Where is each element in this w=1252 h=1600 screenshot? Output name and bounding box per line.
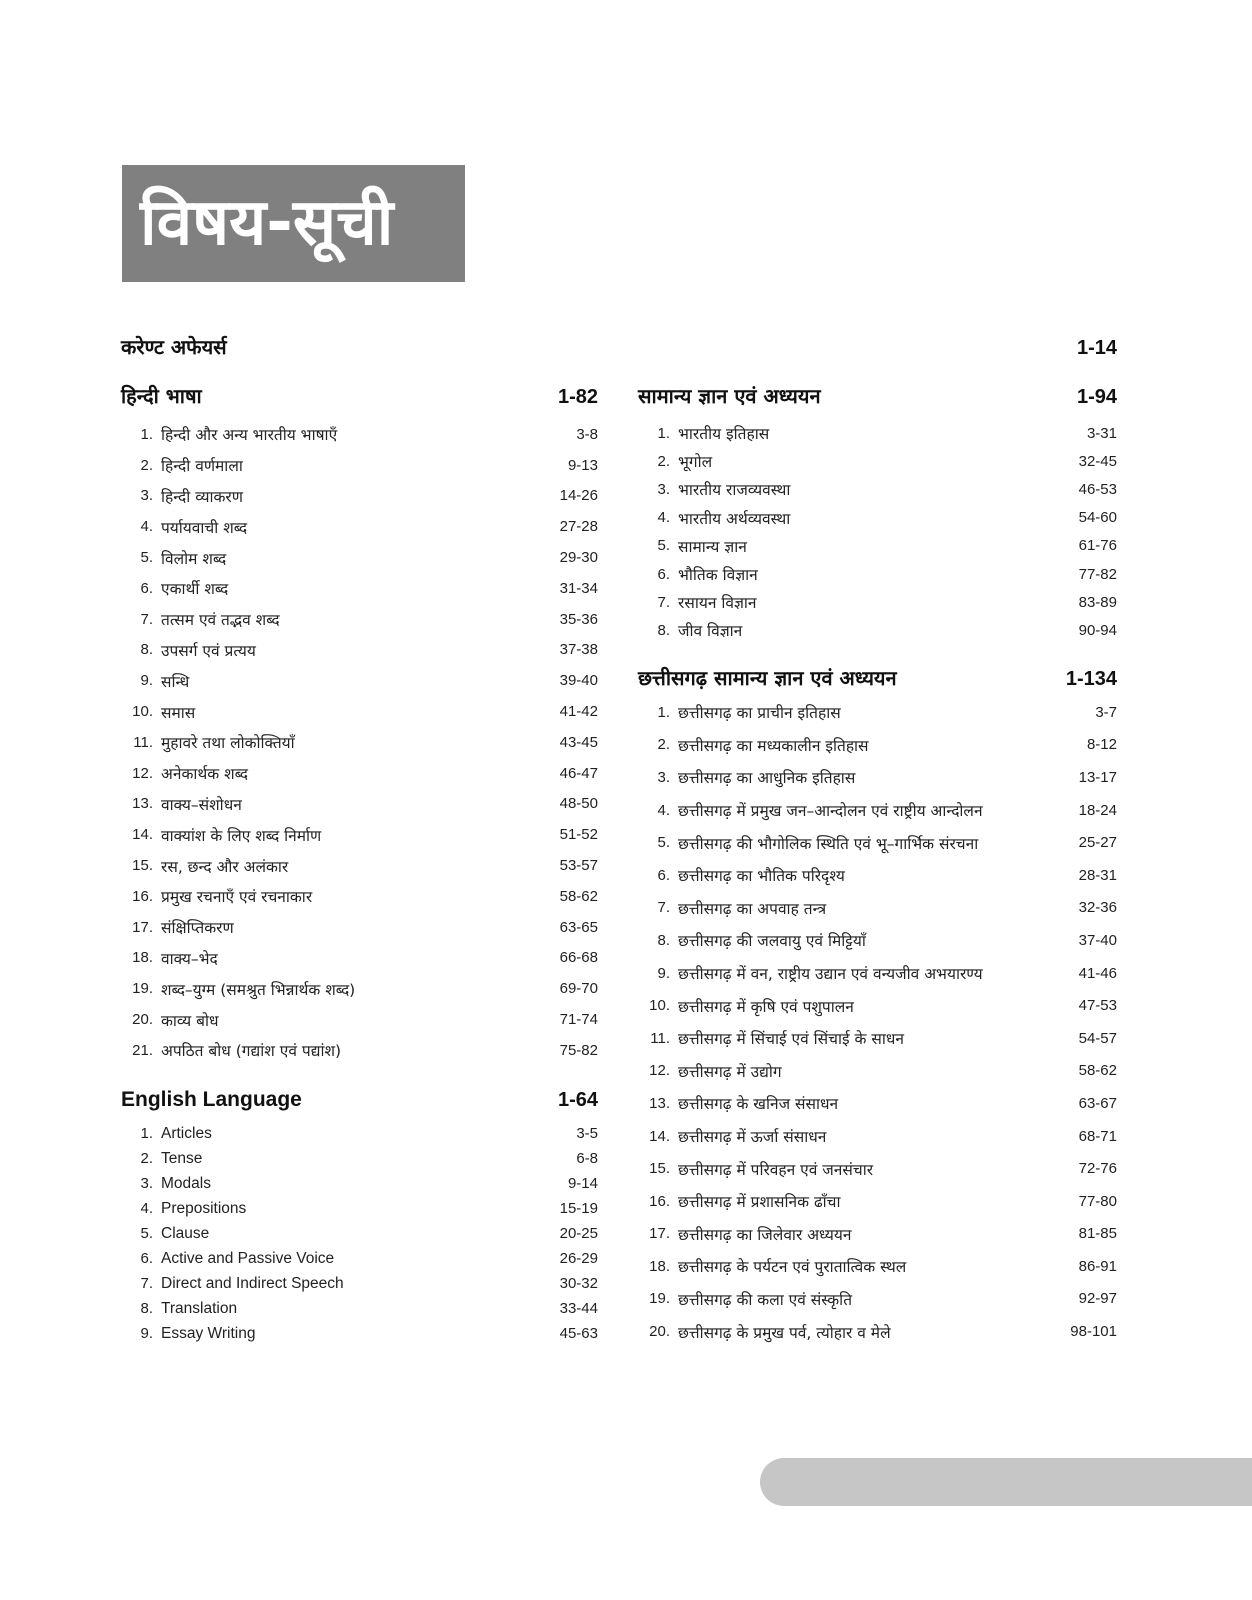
entry-label: सामान्य ज्ञान	[678, 537, 747, 556]
entry-pages: 71-74	[559, 1011, 598, 1029]
section-gk[interactable]	[638, 382, 1117, 409]
section-pages: 1-64	[557, 1089, 598, 1111]
entry-number: 15.	[649, 1160, 670, 1178]
toc-entry[interactable]	[638, 1055, 1117, 1088]
entry-pages: 86-91	[1078, 1257, 1117, 1275]
entry-number: 8.	[140, 641, 153, 659]
entry-pages: 28-31	[1078, 866, 1117, 884]
toc-entry[interactable]	[121, 1146, 598, 1171]
entry-pages: 14-26	[559, 487, 598, 505]
toc-entry[interactable]	[638, 794, 1117, 827]
entry-number: 1.	[140, 425, 153, 443]
entry-pages: 77-80	[1078, 1192, 1117, 1210]
entry-label: पर्यायवाची शब्द	[161, 518, 248, 537]
entry-number: 5.	[657, 537, 670, 555]
entry-number: 8.	[657, 931, 670, 949]
entry-pages: 81-85	[1078, 1225, 1117, 1243]
toc-entry[interactable]	[121, 481, 598, 512]
entry-label: रसायन विज्ञान	[678, 594, 757, 613]
entry-pages: 41-46	[1078, 964, 1117, 982]
entry-label: छत्तीसगढ़ के प्रमुख पर्व, त्योहार व मेले	[678, 1323, 891, 1342]
toc-entry[interactable]	[638, 989, 1117, 1022]
entry-label: सन्धि	[161, 672, 190, 691]
entry-number: 4.	[657, 801, 670, 819]
entry-pages: 47-53	[1078, 997, 1117, 1015]
toc-entry[interactable]	[638, 924, 1117, 957]
entry-label: वाक्यांश के लिए शब्द निर्माण	[161, 826, 322, 845]
entry-label: हिन्दी व्याकरण	[161, 487, 243, 506]
entry-pages: 54-57	[1078, 1029, 1117, 1047]
entry-label: Prepositions	[161, 1199, 247, 1217]
entry-label: तत्सम एवं तद्भव शब्द	[161, 611, 280, 630]
entry-label: समास	[161, 703, 196, 722]
entry-label: छत्तीसगढ़ के पर्यटन एवं पुरातात्विक स्थल	[678, 1258, 907, 1277]
entry-pages: 26-29	[559, 1250, 598, 1267]
entry-label: Tense	[161, 1149, 203, 1167]
entry-number: 11.	[650, 1029, 670, 1047]
entry-number: 12.	[649, 1062, 670, 1080]
toc-entry[interactable]	[121, 1196, 598, 1221]
toc-entry[interactable]	[121, 573, 598, 604]
entry-number: 3.	[140, 1175, 153, 1192]
entry-number: 18.	[132, 949, 153, 967]
entry-number: 13.	[132, 795, 153, 813]
toc-entry[interactable]	[121, 696, 598, 727]
entry-label: छत्तीसगढ़ की जलवायु एवं मिट्टियाँ	[678, 932, 866, 951]
entry-label: काव्य बोध	[161, 1011, 219, 1030]
entry-number: 5.	[140, 549, 153, 567]
entry-number: 6.	[140, 579, 153, 597]
entry-pages: 63-65	[559, 918, 598, 936]
toc-entry[interactable]	[638, 957, 1117, 990]
toc-entry[interactable]	[121, 1004, 598, 1035]
entry-pages: 58-62	[1078, 1062, 1117, 1080]
entry-pages: 13-17	[1078, 768, 1117, 786]
entry-number: 20.	[649, 1323, 670, 1341]
entry-pages: 68-71	[1078, 1127, 1117, 1145]
entry-number: 8.	[657, 621, 670, 639]
entry-number: 6.	[140, 1250, 153, 1267]
toc-entry[interactable]	[638, 1120, 1117, 1153]
toc-entry[interactable]	[121, 665, 598, 696]
entry-number: 2.	[657, 736, 670, 754]
entry-number: 9.	[140, 1325, 153, 1342]
toc-entry[interactable]	[121, 912, 598, 943]
entry-number: 6.	[657, 866, 670, 884]
toc-entry[interactable]	[638, 1022, 1117, 1055]
entry-label: अनेकार्थक शब्द	[161, 765, 249, 784]
section-label: सामान्य ज्ञान एवं अध्ययन	[638, 384, 821, 408]
entry-pages: 45-63	[559, 1325, 598, 1342]
entry-number: 2.	[140, 456, 153, 474]
entry-pages: 43-45	[559, 733, 598, 751]
entry-pages: 90-94	[1078, 621, 1117, 639]
section-pages: 1-14	[1076, 337, 1117, 359]
toc-entry[interactable]	[638, 826, 1117, 859]
toc-entry[interactable]	[638, 1185, 1117, 1218]
entry-number: 8.	[140, 1300, 153, 1317]
entry-pages: 3-7	[1095, 703, 1117, 721]
entry-number: 2.	[140, 1150, 153, 1167]
entry-label: Translation	[161, 1299, 238, 1317]
section-label: छत्तीसगढ़ सामान्य ज्ञान एवं अध्ययन	[638, 666, 897, 690]
entry-label: भारतीय अर्थव्यवस्था	[678, 509, 791, 528]
toc-entry[interactable]	[121, 604, 598, 635]
entry-label: संक्षिप्तिकरण	[161, 919, 234, 938]
entry-number: 1.	[657, 424, 670, 442]
toc-entry[interactable]	[638, 1152, 1117, 1185]
entry-number: 19.	[132, 980, 153, 998]
gk-toc-list	[638, 419, 1117, 645]
entry-label: उपसर्ग एवं प्रत्यय	[161, 641, 256, 660]
section-pages: 1-94	[1076, 386, 1117, 408]
toc-entry[interactable]	[121, 542, 598, 573]
entry-number: 1.	[140, 1125, 153, 1142]
entry-pages: 20-25	[559, 1225, 598, 1242]
entry-pages: 9-14	[567, 1175, 598, 1192]
entry-label: हिन्दी वर्णमाला	[161, 457, 243, 476]
toc-entry[interactable]	[638, 588, 1117, 616]
toc-entry[interactable]	[638, 475, 1117, 503]
section-hindi[interactable]	[121, 382, 598, 409]
entry-number: 9.	[657, 964, 670, 982]
entry-number: 19.	[649, 1290, 670, 1308]
entry-pages: 83-89	[1078, 593, 1117, 611]
entry-pages: 39-40	[559, 672, 598, 690]
entry-number: 9.	[140, 672, 153, 690]
entry-label: छत्तीसगढ़ की कला एवं संस्कृति	[678, 1290, 853, 1309]
entry-number: 5.	[657, 834, 670, 852]
entry-label: Clause	[161, 1224, 210, 1242]
page-tab-decoration	[760, 1458, 1252, 1506]
entry-label: भूगोल	[678, 453, 713, 472]
toc-entry[interactable]	[638, 1087, 1117, 1120]
entry-number: 6.	[657, 565, 670, 583]
entry-number: 3.	[657, 480, 670, 498]
entry-number: 14.	[649, 1127, 670, 1145]
toc-entry[interactable]	[121, 789, 598, 820]
entry-pages: 46-53	[1078, 480, 1117, 498]
entry-label: छत्तीसगढ़ में प्रमुख जन–आन्दोलन एवं राष्ट्रीय आन्दोलन	[678, 802, 983, 821]
entry-label: छत्तीसगढ़ का जिलेवार अध्ययन	[678, 1225, 852, 1244]
toc-entry[interactable]	[638, 1283, 1117, 1316]
entry-number: 14.	[132, 826, 153, 844]
section-pages: 1-134	[1065, 668, 1117, 690]
entry-label: छत्तीसगढ़ में ऊर्जा संसाधन	[678, 1128, 827, 1147]
toc-entry[interactable]	[121, 635, 598, 666]
toc-entry[interactable]	[638, 1218, 1117, 1251]
toc-entry[interactable]	[121, 850, 598, 881]
section-pages: 1-82	[557, 386, 598, 408]
toc-entry[interactable]	[638, 1250, 1117, 1283]
entry-label: Active and Passive Voice	[161, 1249, 335, 1267]
entry-pages: 58-62	[559, 887, 598, 905]
entry-label: छत्तीसगढ़ के खनिज संसाधन	[678, 1095, 839, 1114]
entry-pages: 72-76	[1078, 1160, 1117, 1178]
entry-number: 10.	[132, 703, 153, 721]
toc-entry[interactable]	[121, 727, 598, 758]
entry-pages: 30-32	[559, 1275, 598, 1292]
entry-pages: 69-70	[559, 980, 598, 998]
entry-pages: 37-40	[1078, 931, 1117, 949]
entry-number: 2.	[657, 452, 670, 470]
section-current-affairs[interactable]	[121, 333, 1117, 360]
entry-number: 17.	[132, 918, 153, 936]
entry-number: 7.	[657, 899, 670, 917]
entry-label: शब्द–युग्म (समश्रुत भिन्नार्थक शब्द)	[161, 980, 356, 999]
entry-pages: 48-50	[559, 795, 598, 813]
entry-pages: 8-12	[1086, 736, 1117, 754]
entry-number: 16.	[649, 1192, 670, 1210]
entry-label: भारतीय राजव्यवस्था	[678, 481, 791, 500]
toc-entry[interactable]	[121, 1321, 598, 1346]
entry-pages: 9-13	[567, 456, 598, 474]
entry-label: Articles	[161, 1124, 212, 1142]
toc-entry[interactable]	[121, 943, 598, 974]
section-label: English Language	[121, 1088, 302, 1111]
entry-label: छत्तीसगढ़ में उद्योग	[678, 1062, 782, 1081]
entry-pages: 61-76	[1078, 537, 1117, 555]
entry-number: 7.	[657, 593, 670, 611]
entry-number: 20.	[132, 1011, 153, 1029]
toc-entry[interactable]	[638, 1315, 1117, 1348]
toc-entry[interactable]	[121, 881, 598, 912]
entry-label: विलोम शब्द	[161, 549, 227, 568]
entry-number: 15.	[132, 857, 153, 875]
entry-pages: 77-82	[1078, 565, 1117, 583]
toc-entry[interactable]	[121, 758, 598, 789]
entry-label: छत्तीसगढ़ में सिंचाई एवं सिंचाई के साधन	[678, 1030, 904, 1049]
page-title: विषय-सूची	[122, 165, 465, 282]
entry-number: 7.	[140, 610, 153, 628]
entry-label: जीव विज्ञान	[678, 622, 743, 641]
entry-label: भारतीय इतिहास	[678, 425, 770, 444]
toc-entry[interactable]	[638, 859, 1117, 892]
entry-number: 16.	[132, 887, 153, 905]
entry-number: 10.	[649, 997, 670, 1015]
entry-label: छत्तीसगढ़ का भौतिक परिदृश्य	[678, 867, 845, 886]
section-english[interactable]	[121, 1088, 598, 1112]
entry-label: छत्तीसगढ़ में परिवहन एवं जनसंचार	[678, 1160, 874, 1179]
section-chhattisgarh[interactable]	[638, 664, 1117, 691]
toc-entry[interactable]	[121, 419, 598, 450]
entry-pages: 63-67	[1078, 1094, 1117, 1112]
entry-label: भौतिक विज्ञान	[678, 566, 758, 585]
entry-pages: 32-45	[1078, 452, 1117, 470]
toc-entry[interactable]	[121, 1035, 598, 1066]
toc-entry[interactable]	[121, 1296, 598, 1321]
entry-pages: 53-57	[559, 857, 598, 875]
entry-label: एकार्थी शब्द	[161, 580, 229, 599]
section-label: हिन्दी भाषा	[121, 384, 202, 408]
entry-label: छत्तीसगढ़ का प्राचीन इतिहास	[678, 704, 841, 723]
entry-label: हिन्दी और अन्य भारतीय भाषाएँ	[161, 426, 338, 445]
toc-entry[interactable]	[121, 1246, 598, 1271]
toc-entry[interactable]	[638, 729, 1117, 762]
toc-entry[interactable]	[638, 696, 1117, 729]
entry-label: रस, छन्द और अलंकार	[161, 857, 289, 876]
section-label: करेण्ट अफेयर्स	[121, 335, 227, 359]
toc-entry[interactable]	[638, 761, 1117, 794]
entry-label: Modals	[161, 1174, 211, 1192]
entry-pages: 18-24	[1078, 801, 1117, 819]
toc-entry[interactable]	[638, 616, 1117, 644]
entry-label: छत्तीसगढ़ का अपवाह तन्त्र	[678, 899, 827, 918]
entry-pages: 25-27	[1078, 834, 1117, 852]
entry-pages: 15-19	[559, 1200, 598, 1217]
entry-number: 11.	[133, 733, 153, 751]
entry-number: 13.	[649, 1094, 670, 1112]
entry-label: मुहावरे तथा लोकोक्तियाँ	[161, 734, 295, 753]
entry-pages: 31-34	[559, 579, 598, 597]
hindi-toc-list	[121, 419, 598, 1066]
entry-pages: 32-36	[1078, 899, 1117, 917]
toc-entry[interactable]	[121, 1271, 598, 1296]
toc-entry[interactable]	[121, 1221, 598, 1246]
entry-number: 17.	[649, 1225, 670, 1243]
entry-number: 7.	[140, 1275, 153, 1292]
toc-entry[interactable]	[638, 447, 1117, 475]
chhattisgarh-toc-list	[638, 696, 1117, 1348]
entry-pages: 35-36	[559, 610, 598, 628]
entry-number: 18.	[649, 1257, 670, 1275]
entry-label: अपठित बोध (गद्यांश एवं पद्यांश)	[161, 1042, 342, 1061]
entry-number: 4.	[140, 518, 153, 536]
entry-pages: 92-97	[1078, 1290, 1117, 1308]
entry-pages: 46-47	[559, 764, 598, 782]
entry-number: 5.	[140, 1225, 153, 1242]
entry-label: छत्तीसगढ़ में प्रशासनिक ढाँचा	[678, 1193, 841, 1212]
entry-label: वाक्य–संशोधन	[161, 795, 242, 814]
toc-entry[interactable]	[121, 450, 598, 481]
entry-label: Direct and Indirect Speech	[161, 1274, 344, 1292]
entry-pages: 3-31	[1086, 424, 1117, 442]
entry-label: Essay Writing	[161, 1324, 256, 1342]
toc-entry[interactable]	[638, 560, 1117, 588]
entry-label: छत्तीसगढ़ का मध्यकालीन इतिहास	[678, 736, 869, 755]
toc-entry[interactable]	[121, 511, 598, 542]
entry-pages: 54-60	[1078, 509, 1117, 527]
entry-pages: 29-30	[559, 549, 598, 567]
entry-number: 3.	[657, 768, 670, 786]
entry-pages: 75-82	[559, 1041, 598, 1059]
entry-label: छत्तीसगढ़ का आधुनिक इतिहास	[678, 769, 856, 788]
entry-pages: 98-101	[1070, 1323, 1117, 1341]
entry-number: 1.	[657, 703, 670, 721]
entry-pages: 3-8	[576, 425, 598, 443]
toc-entry[interactable]	[638, 892, 1117, 925]
toc-entry[interactable]	[121, 1171, 598, 1196]
entry-pages: 3-5	[576, 1125, 598, 1142]
entry-pages: 41-42	[559, 703, 598, 721]
entry-label: छत्तीसगढ़ में कृषि एवं पशुपालन	[678, 997, 854, 1016]
entry-pages: 37-38	[559, 641, 598, 659]
entry-number: 4.	[140, 1200, 153, 1217]
toc-entry[interactable]	[638, 419, 1117, 447]
entry-label: प्रमुख रचनाएँ एवं रचनाकार	[161, 888, 313, 907]
toc-entry[interactable]	[121, 819, 598, 850]
entry-pages: 51-52	[559, 826, 598, 844]
toc-entry[interactable]	[638, 504, 1117, 532]
toc-entry[interactable]	[121, 1121, 598, 1146]
entry-label: वाक्य–भेद	[161, 949, 218, 968]
entry-number: 21.	[132, 1041, 153, 1059]
english-toc-list	[121, 1121, 598, 1346]
entry-pages: 27-28	[559, 518, 598, 536]
toc-entry[interactable]	[121, 973, 598, 1004]
entry-label: छत्तीसगढ़ में वन, राष्ट्रीय उद्यान एवं वन्यजीव अभयारण्य	[678, 965, 983, 984]
entry-pages: 66-68	[559, 949, 598, 967]
entry-pages: 33-44	[559, 1300, 598, 1317]
toc-entry[interactable]	[638, 532, 1117, 560]
entry-number: 3.	[140, 487, 153, 505]
entry-pages: 6-8	[576, 1150, 598, 1167]
entry-label: छत्तीसगढ़ की भौगोलिक स्थिति एवं भू–गार्भिक संरचना	[678, 834, 979, 853]
entry-number: 4.	[657, 509, 670, 527]
entry-number: 12.	[132, 764, 153, 782]
